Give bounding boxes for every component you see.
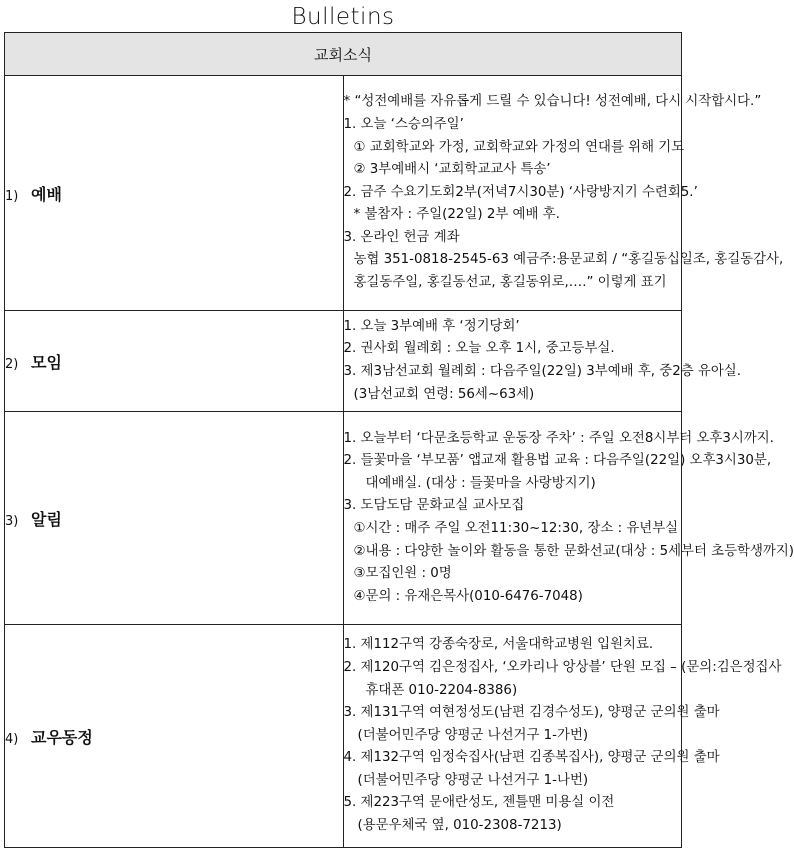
section-row-meetings — [5, 311, 682, 412]
content-line: ③모집인원 : 0명 — [353, 566, 452, 582]
section-content — [343, 311, 741, 412]
section-content — [343, 625, 782, 848]
page-title: Bulletins — [291, 4, 395, 30]
content-line: 2. 들꽃마을 ‘부모품’ 앱교재 활용법 교육 : 다음주일(22일) 오후3시30분, — [343, 453, 772, 469]
content-line: 2. 금주 수요기도회2부(저녁7시30분) ‘사랑방지기 수련회5.’ — [343, 184, 698, 200]
content-line: (더불어민주당 양평군 나선거구 1-나번) — [357, 772, 589, 788]
content-line: 1. 오늘 3부예배 후 ‘정기당회’ — [343, 318, 520, 334]
content-line: 1. 오늘 ‘스승의주일’ — [343, 116, 464, 132]
section-label — [5, 311, 344, 412]
section-label — [5, 625, 344, 848]
content-line: 3. 제131구역 여현정성도(남편 김경수성도), 양평군 군의원 출마 — [343, 705, 720, 721]
section-name: 알림 — [31, 509, 62, 529]
content-line: ① 교회학교와 가정, 교회학교와 가정의 연대를 위해 기도 — [353, 139, 685, 155]
content-line: ②내용 : 다양한 놀이와 활동을 통한 문화선교(대상 : 5세부터 초등학생까지) — [353, 543, 794, 559]
content-line: ② 3부예배시 ‘교회학교교사 특송’ — [353, 162, 551, 178]
content-line: 2. 권사회 월례회 : 오늘 오후 1시, 중고등부실. — [343, 341, 615, 357]
content-line: 4. 제132구역 임정숙집사(남편 김종복집사), 양평군 군의원 출마 — [343, 750, 720, 766]
content-line: 3. 도담도담 문화교실 교사모집 — [343, 498, 525, 514]
content-line: 5. 제223구역 문애란성도, 젠틀맨 미용실 이전 — [343, 795, 615, 811]
content-line: ④문의 : 유재은목사(010-6476-7048) — [353, 588, 583, 604]
section-number: 2) — [5, 356, 19, 372]
content-line: * “성전예배를 자유롭게 드릴 수 있습니다! 성전예배, 다시 시작합시다.” — [343, 94, 762, 110]
table-header: 교회소식 — [5, 33, 682, 76]
section-label — [5, 412, 344, 625]
content-line: (더불어민주당 양평군 나선거구 1-가번) — [357, 727, 589, 743]
section-name: 교우동정 — [31, 727, 93, 747]
content-line: (3남선교회 연령: 56세~63세) — [353, 386, 535, 402]
section-number: 3) — [5, 513, 19, 529]
section-content — [343, 412, 794, 625]
section-name: 예배 — [31, 184, 62, 204]
content-line: 3. 온라인 헌금 계좌 — [343, 229, 460, 245]
section-number: 1) — [5, 188, 19, 204]
content-line: 3. 제3남선교회 월례회 : 다음주일(22일) 3부예배 후, 중2층 유아실. — [343, 364, 741, 379]
section-row-member-news — [5, 625, 682, 848]
section-name: 모임 — [31, 352, 62, 372]
content-line: 휴대폰 010-2204-8386) — [365, 682, 518, 698]
content-line: 대예배실. (대상 : 들꽃마을 사랑방지기) — [365, 475, 596, 491]
content-line: * 불참자 : 주일(22일) 2부 예배 후. — [353, 207, 560, 223]
content-line: 1. 제112구역 강종숙장로, 서울대학교병원 입원치료. — [343, 637, 654, 653]
content-line: ①시간 : 매주 주일 오전11:30~12:30, 장소 : 유년부실 — [353, 521, 679, 536]
content-line: 2. 제120구역 김은정집사, ‘오카리나 앙상블’ 단원 모집 – (문의:김은정집사 — [343, 659, 782, 675]
section-content — [343, 76, 784, 311]
content-line: 농협 351-0818-2545-63 예금주:용문교회 / “홍길동십일조, 홍길동감사, — [353, 252, 784, 268]
content-line: 홍길동주일, 홍길동선교, 홍길동위로,….” 이렇게 표기 — [353, 275, 667, 291]
section-row-worship — [5, 76, 682, 311]
content-line: 1. 오늘부터 ‘다문초등학교 운동장 주차’ : 주일 오전8시부터 오후3시까지. — [343, 430, 774, 446]
content-line: (용문우체국 옆, 010-2308-7213) — [357, 818, 562, 834]
section-row-notices — [5, 412, 682, 625]
bulletin-table — [4, 32, 794, 848]
section-number: 4) — [5, 731, 19, 747]
section-label — [5, 76, 344, 311]
